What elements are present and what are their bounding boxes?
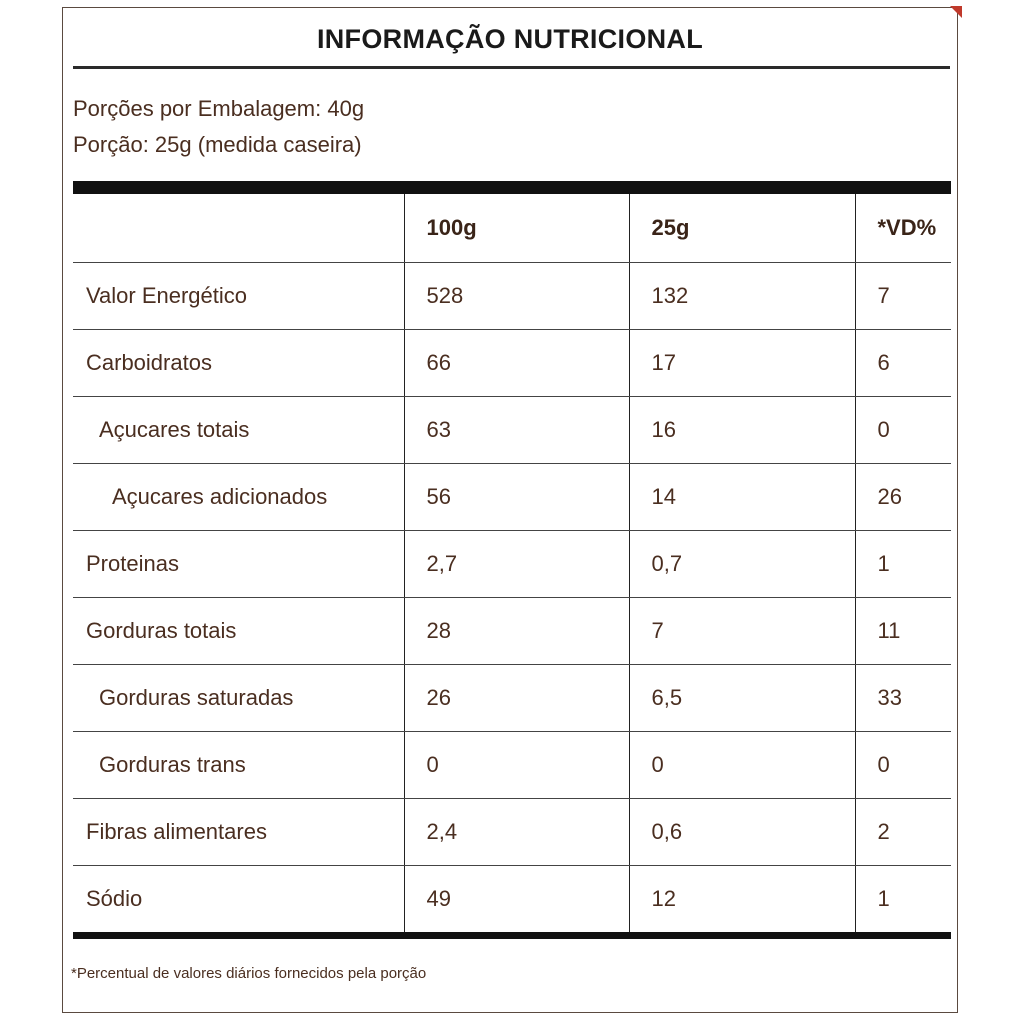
nutrition-label xyxy=(62,7,958,1013)
footnote: *Percentual de valores diários fornecidos pela porção xyxy=(71,965,427,982)
value-vd: 7 xyxy=(855,263,951,330)
header-vd: *VD% xyxy=(855,188,951,263)
value-vd: 26 xyxy=(855,464,951,531)
header-100g: 100g xyxy=(404,188,629,263)
nutrient-name: Fibras alimentares xyxy=(73,799,404,866)
value-25g: 12 xyxy=(629,866,855,936)
value-100g: 49 xyxy=(404,866,629,936)
table-row xyxy=(73,598,951,665)
value-100g: 28 xyxy=(404,598,629,665)
value-100g: 0 xyxy=(404,732,629,799)
servings-per-package: Porções por Embalagem: 40g xyxy=(73,96,365,121)
nutrient-name: Açucares adicionados xyxy=(73,464,404,531)
value-25g: 0,7 xyxy=(629,531,855,598)
table-row xyxy=(73,799,951,866)
header-25g: 25g xyxy=(629,188,855,263)
nutrient-name: Proteinas xyxy=(73,531,404,598)
table-row xyxy=(73,665,951,732)
value-100g: 66 xyxy=(404,330,629,397)
value-25g: 16 xyxy=(629,397,855,464)
nutrient-name: Carboidratos xyxy=(73,330,404,397)
value-100g: 26 xyxy=(404,665,629,732)
value-vd: 0 xyxy=(855,732,951,799)
nutrition-table-wrap xyxy=(73,181,951,939)
nutrient-name: Valor Energético xyxy=(73,263,404,330)
table-row xyxy=(73,330,951,397)
header-nutrient xyxy=(73,188,404,263)
value-vd: 1 xyxy=(855,531,951,598)
value-100g: 56 xyxy=(404,464,629,531)
table-row xyxy=(73,732,951,799)
table-row xyxy=(73,531,951,598)
table-row xyxy=(73,263,951,330)
value-100g: 63 xyxy=(404,397,629,464)
nutrient-name: Sódio xyxy=(86,886,143,911)
value-100g: 2,4 xyxy=(404,799,629,866)
value-25g: 6,5 xyxy=(629,665,855,732)
value-vd: 33 xyxy=(855,665,951,732)
value-vd: 2 xyxy=(855,799,951,866)
value-25g: 7 xyxy=(629,598,855,665)
corner-accent xyxy=(950,6,962,18)
value-vd: 11 xyxy=(855,598,951,665)
table-row xyxy=(73,866,951,936)
value-25g: 0 xyxy=(629,732,855,799)
value-25g: 132 xyxy=(629,263,855,330)
value-vd: 6 xyxy=(855,330,951,397)
nutrient-name: Gorduras totais xyxy=(73,598,404,665)
nutrition-table xyxy=(73,181,951,939)
value-25g: 0,6 xyxy=(629,799,855,866)
value-vd: 0 xyxy=(855,397,951,464)
nutrient-name: Gorduras trans xyxy=(73,732,404,799)
value-100g: 528 xyxy=(404,263,629,330)
title-divider xyxy=(73,66,950,69)
table-row xyxy=(73,397,951,464)
table-header-row xyxy=(73,188,951,263)
nutrient-name: Gorduras saturadas xyxy=(73,665,404,732)
table-row xyxy=(73,464,951,531)
value-100g: 2,7 xyxy=(404,531,629,598)
value-25g: 14 xyxy=(629,464,855,531)
nutrition-title: INFORMAÇÃO NUTRICIONAL xyxy=(316,24,704,54)
serving-size: Porção: 25g (medida caseira) xyxy=(73,132,362,157)
nutrient-name: Açucares totais xyxy=(73,397,404,464)
value-vd: 1 xyxy=(855,866,951,936)
value-25g: 17 xyxy=(629,330,855,397)
